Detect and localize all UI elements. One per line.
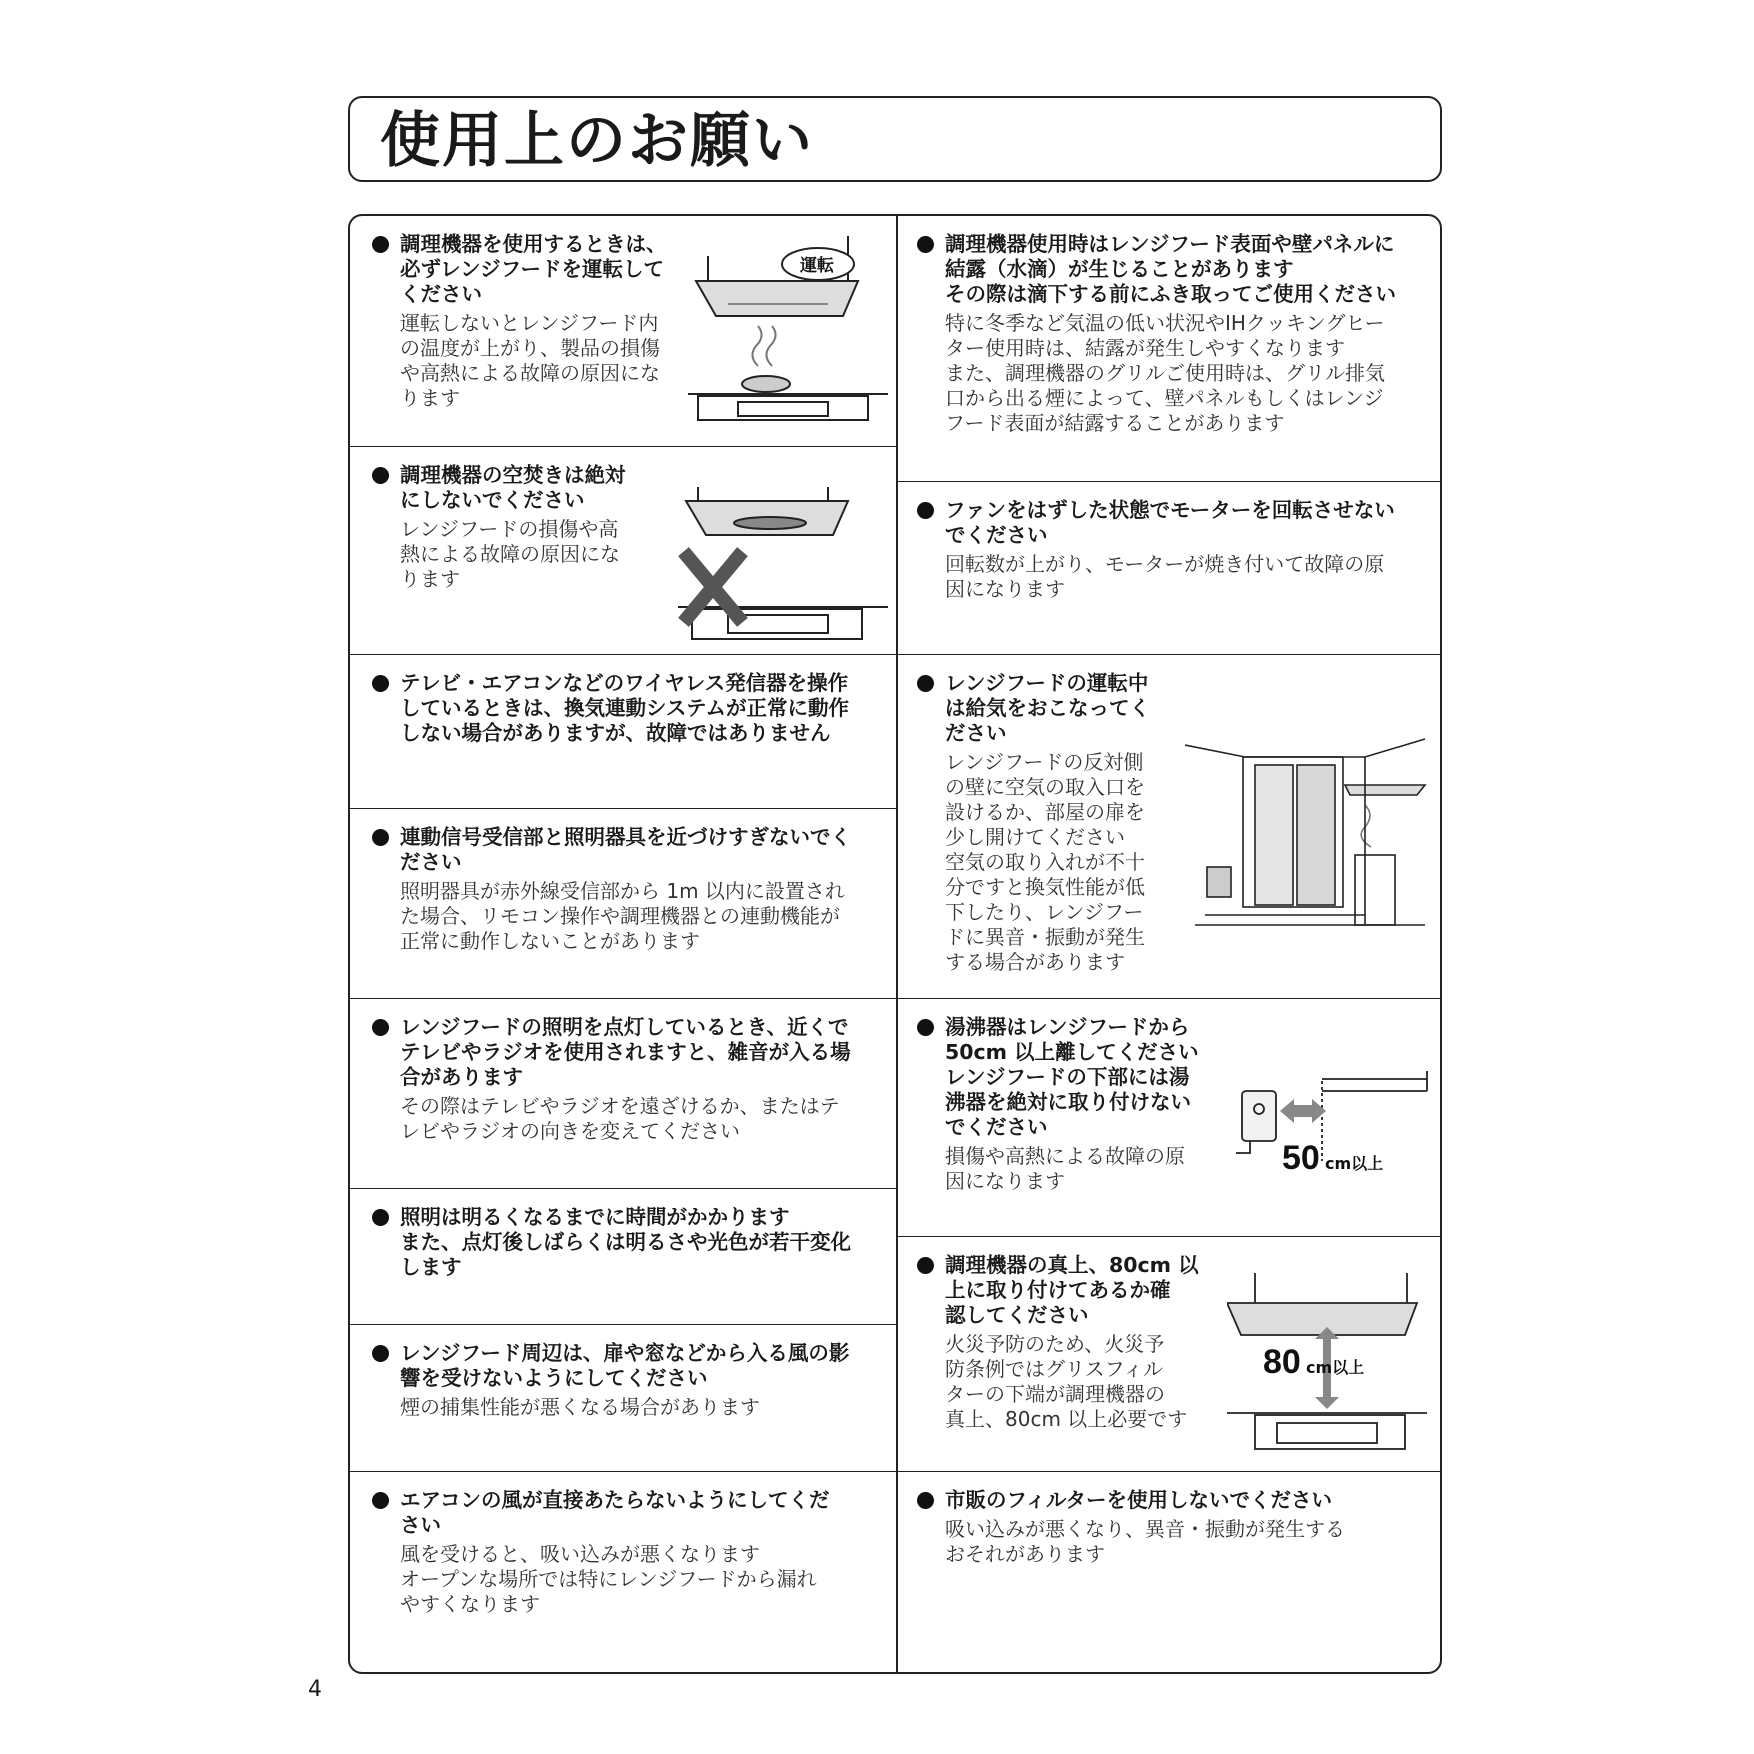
notice-heading: 連動信号受信部と照明器具を近づけすぎないでく ださい [400, 825, 851, 874]
notice-heading: エアコンの風が直接あたらないようにしてくだ さい [400, 1488, 830, 1537]
bullet-icon [372, 467, 389, 484]
notice-item [897, 482, 1442, 655]
bullet-icon [372, 1492, 389, 1509]
notice-heading: 湯沸器はレンジフードから 50cm 以上離してください レンジフードの下部には湯 沸器を絶対に取り付けない でください [945, 1015, 1199, 1139]
notice-body: レンジフードの反対側 の壁に空気の取入口を 設けるか、部屋の扉を 少し開けてください 空気の取り入れが不十 分ですと換気性能が低 下したり、レンジフー ドに異音・振動が発生 する場合があります [945, 750, 1145, 974]
bullet-icon [917, 236, 934, 253]
page-title: 使用上のお願い [380, 106, 814, 176]
notice-body: 照明器具が赤外線受信部から 1m 以内に設置され た場合、リモコン操作や調理機器との連動機能が 正常に動作しないことがあります [400, 879, 845, 953]
notice-grid [348, 214, 1442, 1674]
water-heater-clearance-illustration [1222, 1071, 1432, 1181]
notice-heading: レンジフードの照明を点灯しているとき、近くで テレビやラジオを使用されますと、雑音が入る場 合があります [400, 1015, 851, 1089]
dimension-unit: cm以上 [1325, 1154, 1384, 1173]
notice-heading: テレビ・エアコンなどのワイヤレス発信器を操作 しているときは、換気連動システムが正常に動作 しない場合がありますが、故障ではありません [400, 671, 849, 745]
dimension-number: 80 [1263, 1343, 1301, 1381]
notice-body: レンジフードの損傷や高 熱による故障の原因にな ります [400, 517, 620, 591]
notice-body: 火災予防のため、火災予 防条例ではグリスフィル ターの下端が調理機器の 真上、80cm 以上必要です [945, 1332, 1188, 1431]
page-number: 4 [308, 1677, 322, 1702]
notice-item [350, 809, 896, 999]
room-air-intake-illustration [1185, 725, 1430, 935]
bullet-icon [372, 1019, 389, 1036]
notice-body: 煙の捕集性能が悪くなる場合があります [400, 1395, 760, 1419]
notice-heading: 調理機器の空焚きは絶対 にしないでください [400, 463, 626, 512]
range-hood-running-illustration [688, 236, 888, 426]
notice-body: 特に冬季など気温の低い状況やIHクッキングヒー ター使用時は、結露が発生しやすくなります また、調理機器のグリルご使用時は、グリル排気 口から出る煙によって、壁パネルもしくはレンジ フード表面が結露することがあります [945, 311, 1385, 435]
notice-item [350, 1325, 896, 1472]
notice-item [350, 655, 896, 809]
notice-body: 損傷や高熱による故障の原 因になります [945, 1144, 1185, 1193]
notice-item [350, 216, 896, 447]
notice-heading: レンジフードの運転中 は給気をおこなってく ださい [945, 671, 1150, 745]
notice-body: その際はテレビやラジオを遠ざけるか、またはテ レビやラジオの向きを変えてください [400, 1094, 840, 1143]
notice-item [350, 999, 896, 1189]
bullet-icon [917, 502, 934, 519]
notice-heading: 調理機器を使用するときは、 必ずレンジフードを運転して ください [400, 232, 667, 306]
notice-item [897, 999, 1442, 1237]
notice-item [897, 655, 1442, 999]
bullet-icon [372, 675, 389, 692]
notice-body: 吸い込みが悪くなり、異音・振動が発生する おそれがあります [945, 1517, 1345, 1566]
notice-item [897, 1472, 1442, 1674]
empty-heating-prohibited-illustration [678, 487, 888, 647]
dimension-unit: cm以上 [1306, 1358, 1365, 1377]
bullet-icon [372, 829, 389, 846]
notice-body: 風を受けると、吸い込みが悪くなります オープンな場所では特にレンジフードから漏れ やすくなります [400, 1542, 817, 1616]
callout-label: 運転 [800, 256, 834, 276]
notice-item [897, 1237, 1442, 1472]
notice-heading: 市販のフィルターを使用しないでください [945, 1488, 1333, 1512]
double-arrow-icon [1280, 1099, 1326, 1123]
notice-body: 回転数が上がり、モーターが焼き付いて故障の原 因になります [945, 552, 1385, 601]
notice-heading: ファンをはずした状態でモーターを回転させない でください [945, 498, 1395, 547]
dimension-number: 50 [1282, 1139, 1320, 1177]
bullet-icon [372, 1345, 389, 1362]
notice-item [897, 216, 1442, 482]
bullet-icon [917, 1019, 934, 1036]
notice-item [350, 447, 896, 655]
bullet-icon [917, 1492, 934, 1509]
notice-body: 運転しないとレンジフード内 の温度が上がり、製品の損傷 や高熱による故障の原因にな ります [400, 311, 660, 410]
notice-item [350, 1189, 896, 1325]
bullet-icon [372, 236, 389, 253]
notice-heading: 調理機器の真上、80cm 以 上に取り付けてあるか確 認してください [945, 1253, 1199, 1327]
notice-heading: レンジフード周辺は、扉や窓などから入る風の影 響を受けないようにしてください [400, 1341, 850, 1390]
notice-heading: 調理機器使用時はレンジフード表面や壁パネルに 結露（水滴）が生じることがあります その際は滴下する前にふき取ってご使用ください [945, 232, 1396, 306]
bullet-icon [917, 1257, 934, 1274]
cooktop-clearance-illustration [1227, 1273, 1427, 1453]
notice-heading: 照明は明るくなるまでに時間がかかります また、点灯後しばらくは明るさや光色が若干変化 します [400, 1205, 851, 1279]
title-box [348, 96, 1442, 182]
notice-item [350, 1472, 896, 1674]
bullet-icon [917, 675, 934, 692]
bullet-icon [372, 1209, 389, 1226]
